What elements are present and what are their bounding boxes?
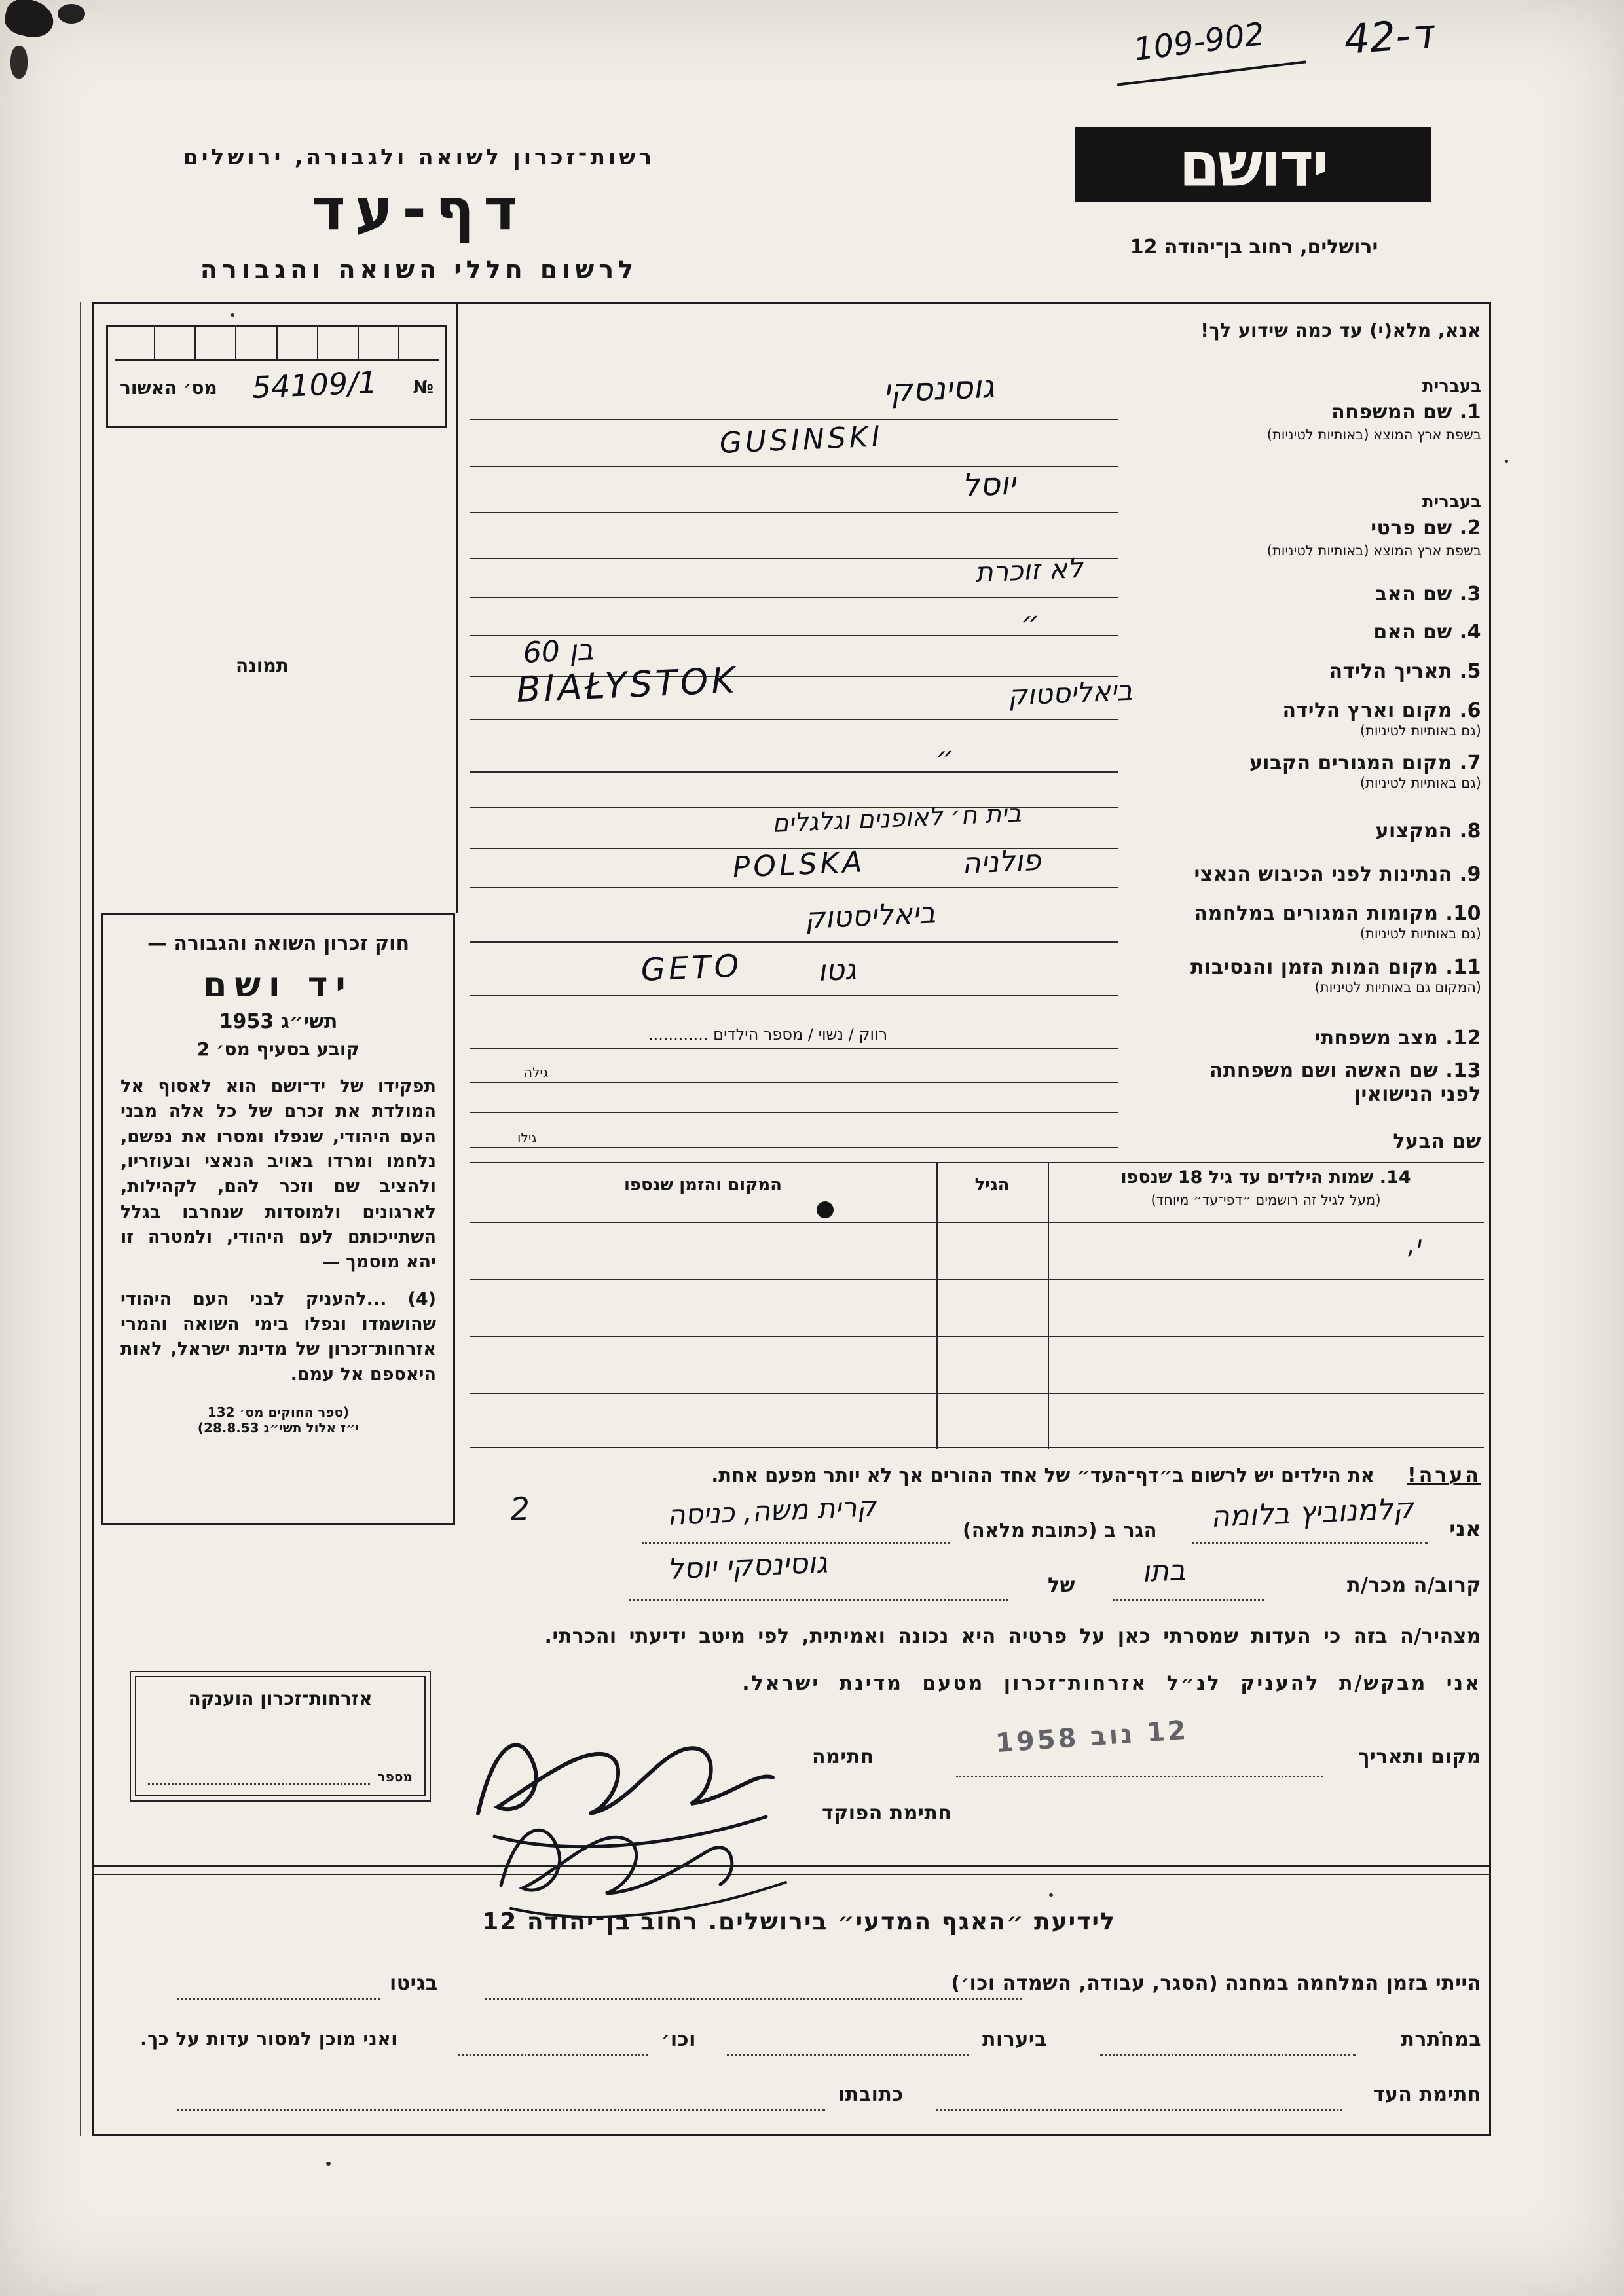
digit-cell xyxy=(317,327,358,359)
field-10-label: 10. מקומות המגורים במלחמה xyxy=(1194,902,1481,925)
field-13-line-2 xyxy=(470,1112,1118,1113)
field-1-sublabel: בשפת ארץ המוצא (באותיות לטיניות) xyxy=(1266,427,1481,443)
field-11-sublabel: (המקום גם באותיות לטיניות) xyxy=(1314,979,1481,995)
witness-signature-label: חתימת העד xyxy=(1373,2083,1481,2106)
relation-line xyxy=(1113,1599,1264,1601)
wife-age-label: גילה xyxy=(524,1065,549,1080)
digit-cell xyxy=(194,327,235,359)
field-13-label-2: לפני הנישואין xyxy=(1354,1083,1481,1106)
ghetto-answer-line xyxy=(177,1998,380,2000)
birth-place-handwritten: ביאליסטוק xyxy=(1006,674,1134,712)
profession-handwritten: בית ח׳ לאופנים וגלגלים xyxy=(771,798,1022,838)
witness-address-line xyxy=(177,2109,825,2111)
witness-address-label: כתובתו xyxy=(838,2083,904,2106)
field-6-sublabel: (גם באותיות לטיניות) xyxy=(1359,723,1481,738)
field-9-label: 9. הנתינות לפני הכיבוש הנאצי xyxy=(1194,863,1481,886)
field-4-label: 4. שם האם xyxy=(1373,621,1481,644)
forests-label: ביערות xyxy=(982,2028,1047,2051)
field-6-line xyxy=(470,719,1118,720)
camp-answer-line xyxy=(485,1998,1022,2000)
clerk-signature xyxy=(485,1800,812,1925)
note-body: את הילדים יש לרשום ב״דף־העד״ של אחד ההורים אך לא יותר מפעם אחת. xyxy=(711,1464,1375,1486)
relation-label: קרוב/ה מכר/ת xyxy=(1347,1574,1481,1597)
declarant-address-handwritten: קרית משה, כניסה xyxy=(666,1490,877,1531)
ready-to-testify-label: ואני מוכן למסור עדות על כך. xyxy=(140,2028,398,2050)
family-name-handwritten: גוסינסקי xyxy=(882,368,995,410)
place-date-label: מקום ותאריך xyxy=(1358,1745,1481,1768)
field-13-line xyxy=(470,1082,1118,1083)
declarant-address-line xyxy=(642,1542,950,1544)
field-8-label: 8. המקצוע xyxy=(1375,820,1481,843)
field-3-label: 3. שם האב xyxy=(1375,583,1481,606)
handwritten-file-letter: ד-42 xyxy=(1342,9,1434,64)
declarant-i-label: אני xyxy=(1449,1516,1481,1541)
field-7-line xyxy=(470,771,1118,773)
field-12-label: 12. מצב משפחתי xyxy=(1314,1027,1481,1049)
digit-cell xyxy=(235,327,276,359)
place-date-line xyxy=(956,1776,1323,1777)
field-7-sublabel: (גם באותיות לטיניות) xyxy=(1359,775,1481,791)
law-footnote-2: י״ז אלול תשי״ג 28.8.53) xyxy=(197,1419,360,1436)
form-title: דף-עד xyxy=(312,175,526,243)
field-10-sublabel: (גם באותיות לטיניות) xyxy=(1359,926,1481,941)
citizenship-handwritten: פולניה xyxy=(961,843,1042,881)
birth-place-latin-handwritten: BIAŁYSTOK xyxy=(515,659,739,710)
field-7-label: 7. מקום המגורים הקבוע xyxy=(1249,752,1481,774)
death-place-latin-handwritten: GETO xyxy=(640,947,743,989)
children-table-hline xyxy=(470,1336,1484,1337)
field-11-label: 11. מקום המות הזמן והנסיבות xyxy=(1190,956,1481,979)
death-place-handwritten: גטו xyxy=(817,953,857,988)
children-note xyxy=(711,1464,1481,1487)
section-divider xyxy=(92,1865,1491,1867)
digit-cell xyxy=(398,327,439,359)
digit-cell xyxy=(154,327,194,359)
wartime-residence-handwritten: ביאליסטוק xyxy=(803,896,936,936)
husband-name-label: שם הבעל xyxy=(1393,1130,1481,1153)
mother-name-ditto-mark: ״ xyxy=(1020,604,1041,640)
children-row-1-mark: י, xyxy=(1407,1230,1422,1260)
forests-line xyxy=(727,2054,969,2056)
declaration-statement: מצהיר/ה בזה כי העדות שמסרתי כאן על פרטיה היא נכונה ואמיתית, לפי מיטב ידיעתי והכרתי. xyxy=(544,1625,1481,1648)
field-2-hebrew-tag: בעברית xyxy=(1422,492,1481,512)
digit-cell xyxy=(276,327,317,359)
law-logo: יד ושם xyxy=(203,966,354,1005)
date-stamp: 12 נוב 1958 xyxy=(994,1715,1190,1759)
field-1-hebrew-tag: בעברית xyxy=(1422,376,1481,396)
field-1-line-hebrew xyxy=(470,419,1118,420)
scan-speck xyxy=(1505,460,1508,463)
certificate-number-box xyxy=(106,325,447,428)
law-year: תשי״ג 1953 xyxy=(219,1010,338,1033)
digit-cell xyxy=(358,327,398,359)
fill-instruction: אנא, מלא(י) עד כמה שידוע לך! xyxy=(1200,319,1481,341)
field-9-line xyxy=(470,887,1118,888)
children-table xyxy=(470,1162,1484,1448)
section-divider xyxy=(92,1874,1491,1875)
victim-name-line xyxy=(629,1599,1008,1601)
digit-comb xyxy=(115,327,439,361)
handwritten-doc-number: 109-902 xyxy=(1132,15,1267,69)
children-column-header: 14. שמות הילדים עד גיל 18 שנספו xyxy=(1120,1167,1411,1188)
field-6-label: 6. מקום וארץ הלידה xyxy=(1282,699,1481,722)
husband-name-line xyxy=(470,1147,1118,1148)
etc-label: וכו׳ xyxy=(661,2028,696,2051)
citizenship-granted-box xyxy=(130,1671,431,1802)
logo-address: ירושלים, רחוב בן־יהודה 12 xyxy=(1130,236,1378,259)
field-2-label: 2. שם פרטי xyxy=(1371,517,1481,539)
citizenship-granted-label: אזרחות־זכרון הוענקה xyxy=(188,1688,373,1709)
field-1-line-latin xyxy=(470,466,1118,467)
field-11-line xyxy=(470,995,1118,996)
citizenship-number-label: מספר xyxy=(377,1769,413,1785)
citizenship-request: אני מבקש/ת להעניק לנ״ל אזרחות־זכרון מטעם מדינת ישראל. xyxy=(742,1672,1481,1695)
numero-sign: № xyxy=(413,378,434,397)
science-dept-title: לידיעת ״האגף המדעי״ בירושלים. רחוב בן־יהודה 12 xyxy=(482,1908,1116,1935)
place-time-column-header: המקום והזמן שנספו xyxy=(623,1175,783,1195)
field-10-line xyxy=(470,941,1118,943)
children-column-subheader: (מעל לגיל זה רושמים ״דפי־עד״ מיוחד) xyxy=(1151,1192,1381,1208)
clerk-signature-label: חתימת הפוקד xyxy=(822,1802,952,1825)
scan-artifact xyxy=(58,4,85,24)
form-subtitle: לרשום חללי השואה והגבורה xyxy=(200,255,638,284)
photo-label: תמונה xyxy=(236,655,289,676)
children-table-vline xyxy=(936,1163,938,1449)
underground-line xyxy=(1100,2054,1356,2056)
first-name-handwritten: יוסל xyxy=(961,465,1017,504)
children-table-hline xyxy=(470,1393,1484,1394)
victim-name-handwritten: גוסינסקי יוסל xyxy=(666,1546,828,1586)
birth-date-handwritten: בן 60 xyxy=(522,633,595,670)
marital-status-options: רווק / נשוי / מספר הילדים ............ xyxy=(648,1025,888,1044)
scan-artifact xyxy=(10,46,28,79)
certificate-number-value: 54109/1 xyxy=(251,364,378,405)
column-divider xyxy=(456,302,458,913)
ink-blot xyxy=(817,1201,834,1218)
citizenship-number-line xyxy=(148,1783,370,1785)
of-label: של xyxy=(1048,1574,1075,1597)
etc-line xyxy=(458,2054,648,2056)
witness-signature-line xyxy=(936,2109,1342,2111)
yad-vashem-logo xyxy=(1075,127,1431,202)
signature-label: חתימה xyxy=(812,1745,874,1768)
relation-handwritten: בתו xyxy=(1141,1554,1187,1589)
digit-cell xyxy=(115,327,154,359)
address-label: הגר ב (כתובת מלאה) xyxy=(963,1519,1158,1541)
field-2-line-hebrew xyxy=(470,512,1118,513)
scan-artifact xyxy=(1,0,57,42)
children-table-hline xyxy=(470,1222,1484,1223)
declarant-name-line xyxy=(1192,1542,1428,1544)
ghetto-label: בגיטו xyxy=(390,1972,438,1995)
underground-label: במחתרת xyxy=(1401,2028,1481,2051)
husband-age-label: גילו xyxy=(517,1130,537,1146)
field-2-sublabel: בשפת ארץ המוצא (באותיות לטיניות) xyxy=(1266,543,1481,558)
declarant-address-number-handwritten: 2 xyxy=(509,1490,531,1528)
father-name-handwritten: לא זוכרת xyxy=(974,551,1084,589)
field-12-line xyxy=(470,1048,1118,1049)
law-box xyxy=(101,913,455,1525)
camp-question-label: הייתי בזמן המלחמה במחנה (הסגר, עבודה, השמדה וכו׳) xyxy=(951,1972,1481,1995)
children-table-hline xyxy=(470,1279,1484,1280)
field-1-label: 1. שם המשפחה xyxy=(1331,401,1481,424)
citizenship-latin-handwritten: POLSKA xyxy=(731,845,866,884)
yad-vashem-logo-text: ידושם xyxy=(1179,128,1327,201)
residence-ditto-mark: ״ xyxy=(934,740,955,774)
law-section: קובע בסעיף מס׳ 2 xyxy=(196,1038,360,1060)
field-13-label: 13. שם האשה ושם משפחתה xyxy=(1209,1059,1481,1082)
authority-line: רשות־זכרון לשואה ולגבורה, ירושלים xyxy=(183,144,655,170)
field-3-line xyxy=(470,597,1118,598)
scan-speck xyxy=(326,2162,331,2166)
family-name-latin-handwritten: GUSINSKI xyxy=(718,420,884,460)
certificate-number-label: מס׳ האשור xyxy=(120,376,217,399)
note-head: הערה! xyxy=(1407,1464,1481,1487)
law-footnote-1: (ספר החוקים מס׳ 132 xyxy=(207,1404,350,1420)
age-column-header: הגיל xyxy=(974,1175,1010,1195)
field-5-label: 5. תאריך הלידה xyxy=(1329,660,1481,683)
left-margin-line xyxy=(80,302,81,2136)
law-title: חוק זכרון השואה והגבורה — xyxy=(147,932,410,955)
law-clause: (4) ...להעניק לבני העם היהודי שהושמדו ונפלו בימי השואה והמרי אזרחות־זכרון של מדינת ישראל, לאות היאספם אל עמם. xyxy=(120,1288,436,1385)
declarant-name-handwritten: קלמנוביץ בלומה xyxy=(1209,1491,1414,1534)
law-body: תפקידו של יד־ושם הוא לאסוף אל המולדת את זכרם של כל אלה מבני העם היהודי, שנפלו ומסרו את נפשם, נלחמו ומרדו באויב הנאצי ובעוזריו, ולהציב שם וזכר להם, לקהילות, לארגונים ולמוסדות שנחרבו בגלל השתייכותם לעם היהודי, ולמטרה זו יהא מוסמך — xyxy=(120,1076,436,1273)
